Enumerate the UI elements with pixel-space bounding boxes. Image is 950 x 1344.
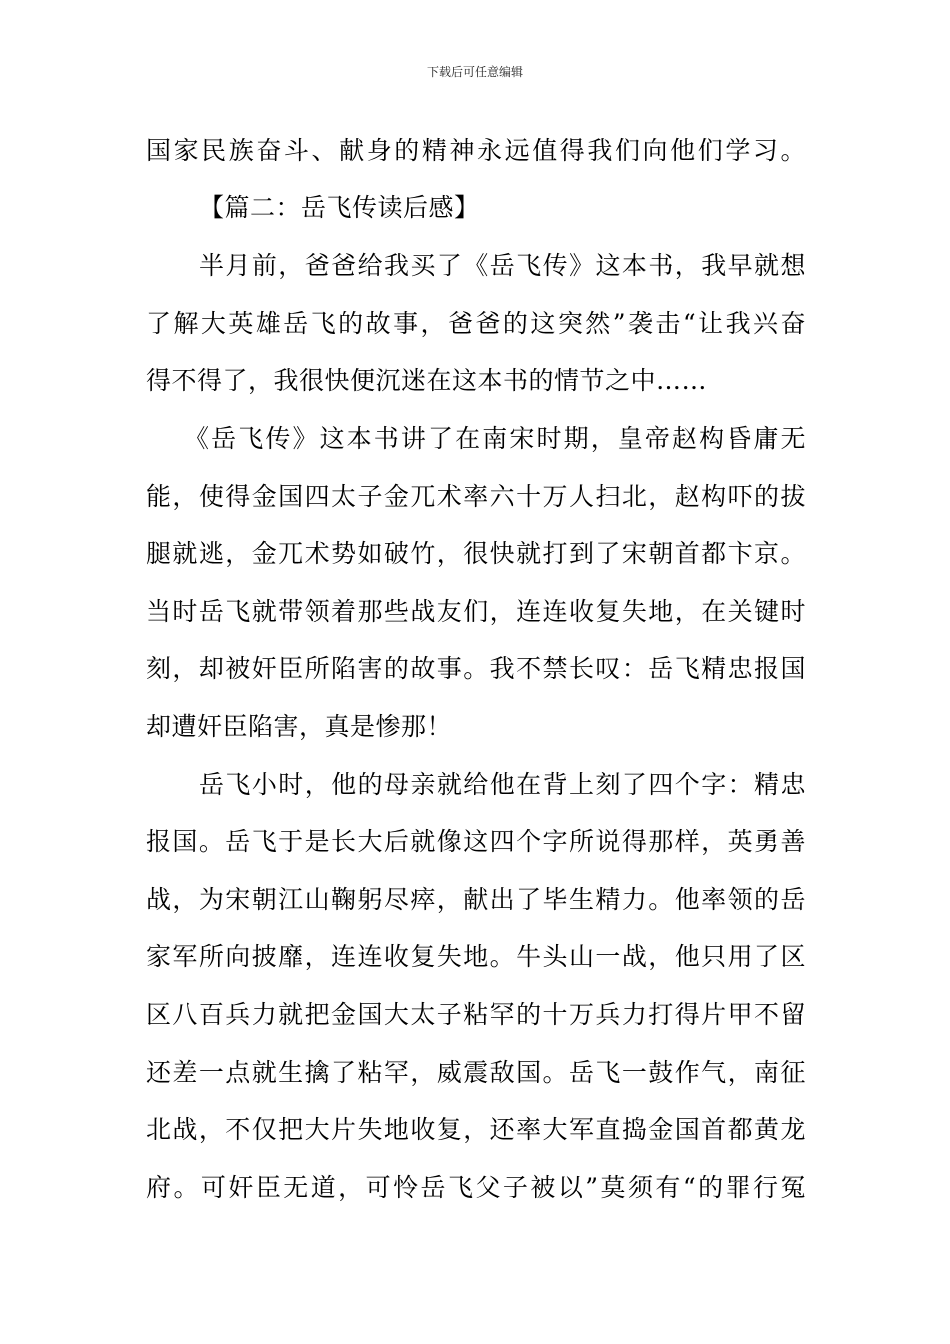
text-line: 半月前，爸爸给我买了《岳飞传》这本书，我早就想	[199, 251, 806, 280]
text-line: 了解大英雄岳飞的故事，爸爸的这突然”袭击“让我兴奋	[146, 309, 806, 338]
text-line: 战，为宋朝江山鞠躬尽瘁，献出了毕生精力。他率领的岳	[146, 885, 806, 914]
text-line: 腿就逃，金兀术势如破竹，很快就打到了宋朝首都卞京。	[146, 539, 806, 568]
text-line: 家军所向披靡，连连收复失地。牛头山一战，他只用了区	[146, 942, 806, 971]
text-line: 北战，不仅把大片失地收复，还率大军直捣金国首都黄龙	[146, 1115, 806, 1144]
page-header: 下载后可任意编辑	[426, 65, 523, 79]
section-heading: 【篇二：岳飞传读后感】	[199, 193, 480, 222]
text-line: 区八百兵力就把金国大太子粘罕的十万兵力打得片甲不留	[146, 1000, 806, 1029]
text-line: 还差一点就生擒了粘罕，威震敌国。岳飞一鼓作气，南征	[146, 1058, 806, 1087]
text-line: 刻，却被奸臣所陷害的故事。我不禁长叹：岳飞精忠报国	[146, 654, 806, 683]
text-line: 能，使得金国四太子金兀术率六十万人扫北，赵构吓的拔	[146, 482, 806, 511]
text-line: 岳飞小时，他的母亲就给他在背上刻了四个字：精忠	[199, 770, 806, 799]
text-line: 《岳飞传》这本书讲了在南宋时期，皇帝赵构昏庸无	[184, 424, 806, 453]
text-line: 国家民族奋斗、献身的精神永远值得我们向他们学习。	[146, 136, 806, 165]
text-line: 报国。岳飞于是长大后就像这四个字所说得那样，英勇善	[146, 827, 806, 856]
text-line: 得不得了，我很快便沉迷在这本书的情节之中……	[146, 366, 708, 395]
text-line: 当时岳飞就带领着那些战友们，连连收复失地，在关键时	[146, 597, 806, 626]
text-line: 府。可奸臣无道，可怜岳飞父子被以”莫须有“的罪行冤	[146, 1173, 806, 1202]
text-line: 却遭奸臣陷害，真是惨那！	[146, 712, 453, 741]
